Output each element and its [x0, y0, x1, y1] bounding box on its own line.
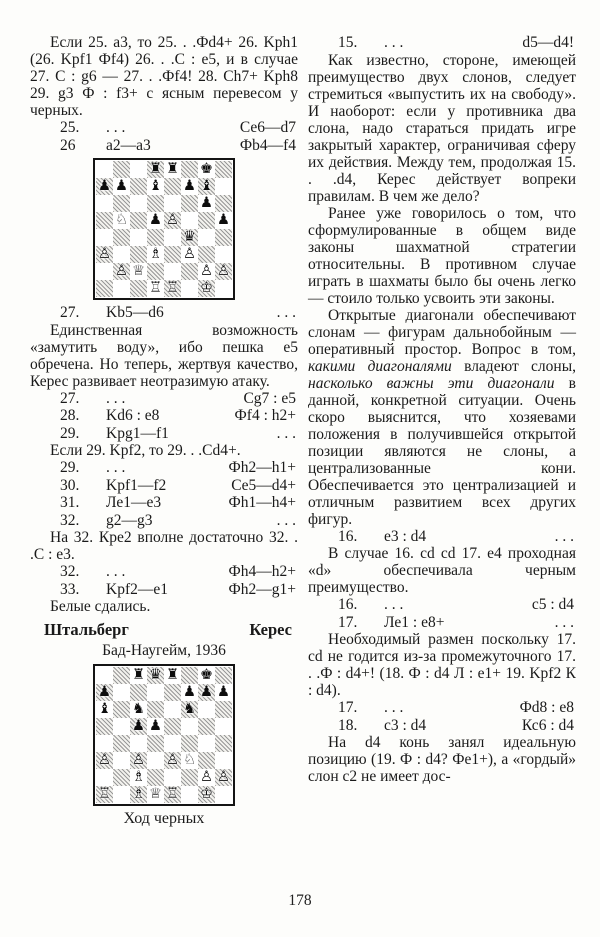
board-square	[198, 667, 215, 684]
chess-piece: ♖	[166, 280, 179, 296]
chess-piece: ♔	[200, 786, 213, 802]
black-move: Се6—d7	[239, 119, 296, 136]
white-move: . . .	[384, 596, 404, 613]
board-square	[181, 161, 198, 178]
board-square	[130, 263, 147, 280]
game-header	[30, 615, 298, 641]
board-square	[147, 701, 164, 718]
board-square	[113, 161, 130, 178]
move-row	[308, 596, 576, 614]
move-number: 32.	[60, 563, 80, 580]
chess-piece: ♙	[98, 752, 111, 768]
right-column	[308, 34, 576, 832]
move-number: 17.	[338, 699, 358, 716]
move-row	[30, 425, 298, 443]
board-square	[96, 246, 113, 263]
move-row	[30, 477, 298, 495]
annotation-paragraph: Если 25. а3, то 25. . .Фd4+ 26. Kph1 (26. Kpf1 Фf4) 26. . .С : е5, и в случае 27. С : g6 — 27. . .Фf4! 28. Ch7+ Kph8 29. g3 Ф : f3+ с ясным перевесом у черных.	[30, 34, 298, 119]
board-square	[147, 752, 164, 769]
black-move: Фf4 : h2+	[234, 407, 296, 424]
board-square	[215, 212, 232, 229]
board-square	[96, 195, 113, 212]
board-square	[215, 161, 232, 178]
game-event: Бад-Наугейм, 1936	[102, 642, 226, 659]
chess-piece: ♝	[98, 701, 111, 717]
board-square	[147, 263, 164, 280]
black-move: Фh2—h1+	[228, 459, 296, 476]
move-number: 16.	[338, 527, 358, 545]
board-square	[198, 246, 215, 263]
black-move: Фd8 : e8	[519, 699, 574, 716]
black-move: . . .	[554, 613, 574, 631]
board-square	[215, 752, 232, 769]
chess-piece: ♟	[149, 718, 162, 734]
move-number: 26	[60, 136, 76, 154]
board-square	[181, 684, 198, 701]
board-square	[215, 701, 232, 718]
chess-piece: ♟	[200, 684, 213, 700]
move-number: 31.	[60, 494, 80, 511]
board-square	[147, 735, 164, 752]
text-segment: Открытые диагонали обеспечивают слонам — фигурам дальнобойным — оперативный простор. Вопрос в том,	[308, 306, 576, 358]
move-number: 32.	[60, 511, 80, 529]
black-move: d5—d4!	[522, 34, 574, 51]
chess-piece: ♛	[183, 229, 196, 245]
board-square	[130, 684, 147, 701]
white-move: Ле1 : e8+	[384, 613, 445, 631]
board-square	[96, 178, 113, 195]
chess-piece: ♙	[132, 752, 145, 768]
game-result: Белые сдались.	[50, 598, 151, 615]
chess-diagram-1	[30, 158, 298, 300]
board-square	[113, 667, 130, 684]
board-square	[130, 178, 147, 195]
board-square	[164, 718, 181, 735]
move-number: 33.	[60, 580, 80, 598]
chess-piece: ♗	[132, 786, 145, 802]
white-move: . . .	[384, 699, 404, 716]
board-square	[147, 769, 164, 786]
board-square	[130, 718, 147, 735]
chess-piece: ♟	[98, 684, 111, 700]
annotation-paragraph: В случае 16. cd cd 17. е4 проходная «d» обеспечивала черным преимущество.	[308, 545, 576, 596]
white-move: c3 : d4	[384, 716, 427, 734]
diagram-caption: Ход черных	[123, 810, 205, 827]
chess-piece: ♟	[149, 212, 162, 228]
black-move: Фh1—h4+	[228, 494, 296, 511]
board-square	[96, 769, 113, 786]
board-square	[215, 786, 232, 803]
move-number: 17.	[338, 613, 358, 631]
board-square	[215, 735, 232, 752]
board-square	[96, 667, 113, 684]
text-segment: в данной, конкретной ситуации. Очень скоро выяснится, что хозяевами положения в получившейся открытой позиции являются не слоны, а централизованные кони. Обеспечивается это централизацией и отличным развитием всех других фигур.	[308, 374, 576, 528]
chess-piece: ♛	[149, 667, 162, 683]
move-row	[30, 137, 298, 155]
chess-piece: ♙	[166, 752, 179, 768]
annotation-paragraph: Как известно, стороне, имеющей преимущество двух слонов, следует стремиться «выпустить их на свободу». И наоборот: если у противника два слона, надо стараться придать игре закрытый характер, ограничивая сферу их действия. Между тем, продолжая 15. . .d4, Керес действует вопреки правилам. В чем же дело?	[308, 51, 576, 205]
white-move: . . .	[106, 389, 126, 407]
board-square	[215, 178, 232, 195]
board-square	[130, 229, 147, 246]
board-square	[215, 263, 232, 280]
board-square	[164, 786, 181, 803]
black-move: . . .	[276, 511, 296, 529]
chess-piece: ♟	[183, 684, 196, 700]
chess-piece: ♟	[132, 718, 145, 734]
move-row	[30, 512, 298, 530]
chess-piece: ♞	[183, 701, 196, 717]
chess-piece: ♞	[132, 701, 145, 717]
board-square	[215, 769, 232, 786]
chess-piece: ♝	[149, 178, 162, 194]
chess-piece: ♟	[217, 684, 230, 700]
board-square	[96, 701, 113, 718]
white-move: . . .	[106, 563, 126, 580]
board-square	[147, 667, 164, 684]
board-square	[181, 246, 198, 263]
board-square	[96, 735, 113, 752]
chess-piece: ♚	[200, 161, 213, 177]
board-square	[147, 178, 164, 195]
board-square	[164, 684, 181, 701]
board-square	[215, 718, 232, 735]
black-move: c5 : d4	[531, 596, 574, 613]
board-square	[113, 701, 130, 718]
move-row	[308, 528, 576, 546]
board-square	[198, 769, 215, 786]
board-square	[147, 229, 164, 246]
board-square	[215, 684, 232, 701]
board-square	[96, 229, 113, 246]
move-row	[30, 119, 298, 137]
move-row	[30, 407, 298, 425]
chess-piece: ♟	[183, 178, 196, 194]
move-number: 30.	[60, 476, 80, 494]
black-move: Кс6 : d4	[521, 716, 574, 734]
chess-board	[93, 664, 235, 806]
board-square	[198, 684, 215, 701]
annotation-paragraph: Ранее уже говорилось о том, что сформулированные в общем виде законы шахматной стратегии относительны. В противном случае играть в шахматы было бы очень легко — стоило только усвоить эти законы.	[308, 204, 576, 307]
white-move: e3 : d4	[384, 527, 427, 545]
left-column	[30, 34, 298, 832]
move-number: 15.	[338, 34, 358, 51]
annotation-paragraph: На d4 конь занял идеальную позицию (19. Ф : d4? Фе1+), а «гордый» слон с2 не имеет дос-	[308, 734, 576, 785]
annotation-paragraph: Если 29. Kpf2, то 29. . .Cd4+.	[50, 442, 241, 459]
white-move: Kpf2—e1	[106, 580, 168, 598]
chess-piece: ♙	[183, 246, 196, 262]
board-square	[96, 718, 113, 735]
board-square	[215, 280, 232, 297]
board-square	[96, 212, 113, 229]
chess-piece: ♙	[200, 769, 213, 785]
board-square	[164, 667, 181, 684]
board-square	[164, 769, 181, 786]
black-move: . . .	[554, 527, 574, 545]
board-square	[198, 786, 215, 803]
board-square	[198, 280, 215, 297]
board-square	[181, 701, 198, 718]
chess-piece: ♖	[166, 786, 179, 802]
annotation-paragraph: На 32. Кре2 вполне достаточно 32. . .С : е3.	[30, 529, 298, 563]
board-square	[130, 701, 147, 718]
board-square	[147, 212, 164, 229]
chess-piece: ♜	[132, 667, 145, 683]
white-player-name: Штальберг	[44, 620, 129, 639]
chess-piece: ♗	[149, 246, 162, 262]
move-row	[30, 581, 298, 599]
chess-piece: ♜	[166, 667, 179, 683]
chess-piece: ♟	[98, 178, 111, 194]
board-square	[164, 752, 181, 769]
chess-piece: ♙	[200, 263, 213, 279]
black-player-name: Керес	[249, 620, 292, 639]
board-square	[130, 195, 147, 212]
board-square	[164, 212, 181, 229]
move-row	[30, 390, 298, 408]
board-square	[164, 195, 181, 212]
board-square	[181, 786, 198, 803]
board-square	[181, 263, 198, 280]
board-square	[147, 195, 164, 212]
board-square	[198, 735, 215, 752]
white-move: . . .	[106, 119, 126, 136]
board-square	[113, 229, 130, 246]
white-move: Ле1—е3	[106, 494, 162, 511]
white-move: g2—g3	[106, 511, 153, 529]
board-square	[181, 195, 198, 212]
black-move: . . .	[276, 304, 296, 321]
chess-board	[93, 158, 235, 300]
board-square	[215, 195, 232, 212]
move-number: 28.	[60, 407, 80, 424]
board-square	[113, 195, 130, 212]
board-square	[198, 263, 215, 280]
board-square	[215, 229, 232, 246]
board-square	[215, 667, 232, 684]
white-move: Kpg1—f1	[106, 424, 169, 442]
board-square	[164, 701, 181, 718]
text-segment: владеют слоны,	[451, 357, 576, 375]
board-square	[96, 752, 113, 769]
chess-piece: ♟	[200, 195, 213, 211]
chess-piece: ♙	[115, 263, 128, 279]
board-square	[113, 769, 130, 786]
move-row	[308, 717, 576, 735]
chess-piece: ♕	[149, 786, 162, 802]
move-number: 27.	[60, 389, 80, 407]
move-number: 29.	[60, 459, 80, 476]
black-move: Фb4—f4	[239, 136, 296, 154]
board-square	[113, 178, 130, 195]
move-row	[308, 34, 576, 52]
board-square	[130, 667, 147, 684]
chess-diagram-2	[30, 664, 298, 828]
move-row	[308, 699, 576, 717]
chess-piece: ♟	[217, 212, 230, 228]
board-square	[164, 178, 181, 195]
board-square	[181, 735, 198, 752]
board-square	[181, 280, 198, 297]
board-square	[113, 735, 130, 752]
move-row	[308, 614, 576, 632]
chess-piece: ♗	[132, 769, 145, 785]
board-square	[130, 786, 147, 803]
white-move: Kb5—d6	[106, 304, 164, 321]
annotation-paragraph	[308, 307, 576, 528]
move-number: 18.	[338, 716, 358, 734]
move-row	[30, 494, 298, 512]
move-number: 25.	[60, 119, 80, 136]
emphasized-text: насколько важны эти диагонали	[308, 374, 555, 392]
board-square	[96, 280, 113, 297]
board-square	[113, 718, 130, 735]
annotation-paragraph: Единственная возможность «замутить воду», ибо пешка е5 обречена. Но теперь, жертвуя качество, Керес развивает неотразимую атаку.	[30, 321, 298, 390]
board-square	[164, 161, 181, 178]
chess-piece: ♕	[132, 263, 145, 279]
board-square	[198, 195, 215, 212]
board-square	[181, 752, 198, 769]
board-square	[198, 718, 215, 735]
annotation-paragraph: Необходимый размен поскольку 17. cd не годится из-за промежуточного 17. . .Ф : d4+! (18. Ф : d4 Л : е1+ 19. Kpf2 К : d4).	[308, 631, 576, 699]
white-move: . . .	[384, 34, 404, 51]
board-square	[113, 684, 130, 701]
black-move: . . .	[276, 424, 296, 442]
board-square	[113, 786, 130, 803]
white-move: Kpf1—f2	[106, 476, 167, 494]
board-square	[181, 178, 198, 195]
chess-piece: ♜	[166, 161, 179, 177]
move-row	[30, 304, 298, 322]
board-square	[147, 684, 164, 701]
move-row	[30, 459, 298, 477]
white-move: а2—а3	[106, 136, 151, 154]
black-move: Cg7 : e5	[243, 389, 296, 407]
board-square	[130, 161, 147, 178]
board-square	[164, 229, 181, 246]
board-square	[96, 684, 113, 701]
board-square	[130, 246, 147, 263]
white-move: . . .	[106, 459, 126, 476]
board-square	[198, 178, 215, 195]
board-square	[96, 161, 113, 178]
chess-piece: ♙	[217, 263, 230, 279]
board-square	[113, 263, 130, 280]
board-square	[198, 229, 215, 246]
board-square	[130, 280, 147, 297]
chess-piece: ♖	[149, 280, 162, 296]
board-square	[198, 701, 215, 718]
board-square	[164, 263, 181, 280]
chess-piece: ♙	[98, 246, 111, 262]
board-square	[113, 212, 130, 229]
emphasized-text: какими диагоналями	[308, 357, 452, 375]
board-square	[113, 246, 130, 263]
board-square	[181, 229, 198, 246]
board-square	[96, 786, 113, 803]
chess-piece: ♚	[200, 667, 213, 683]
board-square	[198, 212, 215, 229]
board-square	[147, 786, 164, 803]
move-row	[30, 563, 298, 581]
move-number: 29.	[60, 424, 80, 442]
chess-piece: ♘	[183, 752, 196, 768]
board-square	[181, 212, 198, 229]
board-square	[147, 246, 164, 263]
board-square	[96, 263, 113, 280]
chess-piece: ♟	[115, 178, 128, 194]
board-square	[198, 752, 215, 769]
chess-piece: ♔	[200, 280, 213, 296]
black-move: Фh2—g1+	[228, 580, 296, 598]
black-move: Ce5—d4+	[231, 476, 296, 494]
move-number: 27.	[60, 304, 80, 321]
board-square	[147, 718, 164, 735]
board-square	[130, 735, 147, 752]
chess-piece: ♙	[166, 212, 179, 228]
board-square	[215, 246, 232, 263]
board-square	[113, 752, 130, 769]
board-square	[181, 667, 198, 684]
board-square	[130, 769, 147, 786]
move-number: 16.	[338, 596, 358, 613]
page-number: 178	[288, 892, 312, 909]
board-square	[130, 752, 147, 769]
board-square	[147, 161, 164, 178]
chess-piece: ♜	[149, 161, 162, 177]
board-square	[164, 280, 181, 297]
board-square	[147, 280, 164, 297]
chess-piece: ♙	[217, 769, 230, 785]
board-square	[164, 246, 181, 263]
white-move: Kd6 : e8	[106, 407, 160, 424]
board-square	[164, 735, 181, 752]
board-square	[113, 280, 130, 297]
black-move: Фh4—h2+	[228, 563, 296, 580]
board-square	[130, 212, 147, 229]
board-square	[198, 161, 215, 178]
board-square	[181, 769, 198, 786]
board-square	[181, 718, 198, 735]
chess-piece: ♘	[115, 212, 128, 228]
chess-piece: ♖	[98, 786, 111, 802]
chess-piece: ♝	[200, 178, 213, 194]
